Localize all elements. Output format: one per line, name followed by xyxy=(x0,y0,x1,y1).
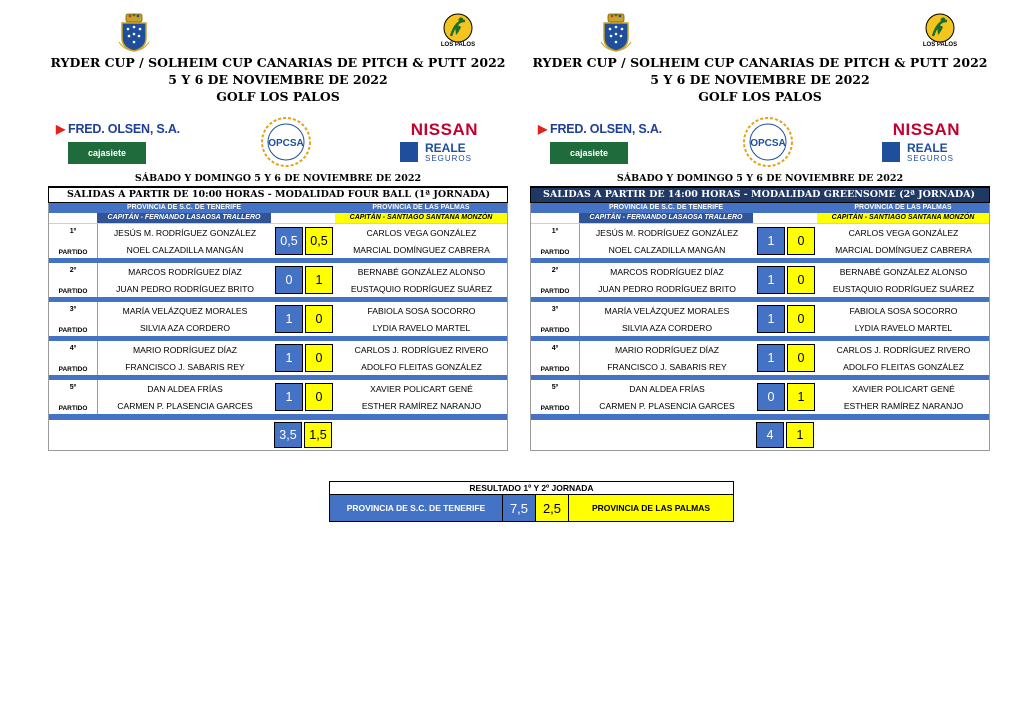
match-label xyxy=(531,341,580,375)
round-1-panel xyxy=(48,8,508,451)
home-score: 0,5 xyxy=(275,227,303,255)
match-score xyxy=(754,302,818,336)
home-score: 0 xyxy=(275,266,303,294)
panel-header xyxy=(530,8,990,120)
away-player: CARLOS J. RODRÍGUEZ RIVERO xyxy=(836,344,971,355)
reale-name: REALE xyxy=(424,141,466,155)
home-player: JESÚS M. RODRÍGUEZ GONZÁLEZ xyxy=(113,227,257,238)
match-word: PARTIDO xyxy=(58,405,88,412)
match-label xyxy=(49,380,98,414)
away-score: 0,5 xyxy=(305,227,333,255)
away-pair xyxy=(336,380,507,414)
match-row xyxy=(531,297,989,336)
club-name: LOS PALOS xyxy=(922,42,958,48)
match-row xyxy=(49,336,507,375)
home-pair xyxy=(580,380,754,414)
matches-list xyxy=(49,223,507,414)
match-word: PARTIDO xyxy=(540,405,570,412)
home-player: NOEL CALZADILLA MANGÁN xyxy=(126,244,244,255)
away-player: FABIOLA SOSA SOCORRO xyxy=(849,305,958,316)
away-pair xyxy=(336,341,507,375)
province-header-row xyxy=(531,203,989,213)
match-label xyxy=(531,224,580,258)
home-player: JUAN PEDRO RODRÍGUEZ BRITO xyxy=(598,283,736,294)
matches-list xyxy=(531,223,989,414)
coat-of-arms-icon xyxy=(116,12,152,52)
round-heading: SALIDAS A PARTIR DE 10:00 HORAS - MODALIDAD FOUR BALL (1ª JORNADA) xyxy=(48,186,508,203)
match-score xyxy=(754,341,818,375)
match-grid xyxy=(530,203,990,451)
home-score: 1 xyxy=(275,344,303,372)
match-number: 4º xyxy=(551,345,559,352)
match-row xyxy=(531,336,989,375)
match-row xyxy=(531,375,989,414)
home-pair xyxy=(580,263,754,297)
away-province-label: PROVINCIA DE LAS PALMAS xyxy=(817,203,989,213)
nissan-logo: NISSAN xyxy=(410,120,478,139)
away-score: 0 xyxy=(305,344,333,372)
away-pair xyxy=(818,224,989,258)
match-word: PARTIDO xyxy=(540,288,570,295)
home-player: FRANCISCO J. SABARIS REY xyxy=(125,361,245,372)
home-score: 1 xyxy=(275,383,303,411)
club-name: LOS PALOS xyxy=(440,42,476,48)
total-home: 3,5 xyxy=(274,422,302,448)
total-home: 4 xyxy=(756,422,784,448)
away-player: LYDIA RAVELO MARTEL xyxy=(854,322,953,333)
match-score xyxy=(754,380,818,414)
total-score xyxy=(271,420,335,450)
match-word: PARTIDO xyxy=(58,288,88,295)
away-pair xyxy=(818,341,989,375)
match-score xyxy=(754,224,818,258)
panel-header xyxy=(48,8,508,120)
home-province-label: PROVINCIA DE S.C. DE TENERIFE xyxy=(97,203,271,213)
away-player: MARCIAL DOMÍNGUEZ CABRERA xyxy=(353,244,490,255)
away-player: ESTHER RAMÍREZ NARANJO xyxy=(361,400,482,411)
match-number: 2º xyxy=(551,267,559,274)
home-pair xyxy=(98,263,272,297)
fred-olsen-logo xyxy=(538,122,662,136)
home-player: MARCOS RODRÍGUEZ DÍAZ xyxy=(128,266,242,277)
home-pair xyxy=(580,224,754,258)
reale-sub: SEGUROS xyxy=(424,154,472,163)
opcsa-text: OPCSA xyxy=(268,138,304,149)
home-pair xyxy=(98,341,272,375)
match-number: 3º xyxy=(69,306,77,313)
away-province-label: PROVINCIA DE LAS PALMAS xyxy=(335,203,507,213)
home-captain: CAPITÁN - FERNANDO LASAOSA TRALLERO xyxy=(579,213,753,223)
final-result-row xyxy=(330,495,733,521)
sponsors-row xyxy=(530,120,990,172)
away-player: XAVIER POLICART GENÉ xyxy=(852,383,955,394)
final-home-team: PROVINCIA DE S.C. DE TENERIFE xyxy=(330,495,502,521)
away-score: 0 xyxy=(305,305,333,333)
match-label xyxy=(49,224,98,258)
home-player: MARCOS RODRÍGUEZ DÍAZ xyxy=(610,266,724,277)
sponsors-row xyxy=(48,120,508,172)
match-row xyxy=(531,223,989,258)
match-number: 2º xyxy=(69,267,77,274)
fred-olsen-text: FRED. OLSEN, S.A. xyxy=(68,122,180,136)
away-player: ADOLFO FLEITAS GONZÁLEZ xyxy=(361,361,482,372)
home-pair xyxy=(98,224,272,258)
away-pair xyxy=(336,263,507,297)
reale-icon xyxy=(882,142,900,162)
event-titles xyxy=(48,54,508,105)
home-score: 0 xyxy=(757,383,785,411)
match-label xyxy=(49,263,98,297)
away-score: 1 xyxy=(787,383,815,411)
away-player: CARLOS J. RODRÍGUEZ RIVERO xyxy=(354,344,489,355)
match-score xyxy=(754,263,818,297)
final-result xyxy=(329,481,734,522)
home-score: 1 xyxy=(757,227,785,255)
total-away: 1,5 xyxy=(304,422,332,448)
match-row xyxy=(49,223,507,258)
final-away-score: 2,5 xyxy=(535,495,568,521)
home-score: 1 xyxy=(757,305,785,333)
match-word: PARTIDO xyxy=(540,327,570,334)
away-score: 0 xyxy=(787,344,815,372)
match-score xyxy=(272,380,336,414)
home-pair xyxy=(98,302,272,336)
los-palos-logo xyxy=(436,12,480,48)
away-pair xyxy=(336,224,507,258)
match-score xyxy=(272,302,336,336)
home-player: CARMEN P. PLASENCIA GARCES xyxy=(599,400,735,411)
match-number: 5º xyxy=(69,384,77,391)
fred-olsen-icon: ▶ xyxy=(56,122,66,136)
match-word: PARTIDO xyxy=(58,366,88,373)
reale-name: REALE xyxy=(906,141,948,155)
away-captain: CAPITÁN - SANTIAGO SANTANA MONZÓN xyxy=(817,213,989,223)
match-row xyxy=(531,258,989,297)
away-score: 1 xyxy=(305,266,333,294)
home-pair xyxy=(580,341,754,375)
captain-row xyxy=(49,213,507,223)
away-player: BERNABÉ GONZÁLEZ ALONSO xyxy=(357,266,486,277)
match-word: PARTIDO xyxy=(540,366,570,373)
home-province-label: PROVINCIA DE S.C. DE TENERIFE xyxy=(579,203,753,213)
home-player: FRANCISCO J. SABARIS REY xyxy=(607,361,727,372)
match-word: PARTIDO xyxy=(540,249,570,256)
away-player: BERNABÉ GONZÁLEZ ALONSO xyxy=(839,266,968,277)
opcsa-logo xyxy=(260,116,312,168)
match-row xyxy=(49,375,507,414)
fred-olsen-icon: ▶ xyxy=(538,122,548,136)
away-score: 0 xyxy=(787,305,815,333)
match-score xyxy=(272,263,336,297)
match-number: 4º xyxy=(69,345,77,352)
home-player: MARÍA VELÁZQUEZ MORALES xyxy=(604,305,730,316)
date-line: SÁBADO Y DOMINGO 5 Y 6 DE NOVIEMBRE DE 2022 xyxy=(616,173,904,184)
match-word: PARTIDO xyxy=(58,249,88,256)
fred-olsen-logo xyxy=(56,122,180,136)
event-venue: GOLF LOS PALOS xyxy=(698,89,822,104)
home-pair xyxy=(98,380,272,414)
reale-icon xyxy=(400,142,418,162)
away-player: EUSTAQUIO RODRÍGUEZ SUÁREZ xyxy=(350,283,493,294)
match-number: 3º xyxy=(551,306,559,313)
match-label xyxy=(49,341,98,375)
final-home-score: 7,5 xyxy=(502,495,535,521)
away-pair xyxy=(818,380,989,414)
event-titles xyxy=(530,54,990,105)
totals-row xyxy=(49,414,507,450)
fred-olsen-text: FRED. OLSEN, S.A. xyxy=(550,122,662,136)
home-player: DAN ALDEA FRÍAS xyxy=(629,383,705,394)
cajasiete-logo: cajasiete xyxy=(550,142,628,164)
match-number: 1º xyxy=(551,228,559,235)
match-label xyxy=(531,302,580,336)
home-player: SILVIA AZA CORDERO xyxy=(139,322,231,333)
away-score: 0 xyxy=(787,227,815,255)
away-player: MARCIAL DOMÍNGUEZ CABRERA xyxy=(835,244,972,255)
event-venue: GOLF LOS PALOS xyxy=(216,89,340,104)
date-line: SÁBADO Y DOMINGO 5 Y 6 DE NOVIEMBRE DE 2022 xyxy=(134,173,422,184)
final-away-team: PROVINCIA DE LAS PALMAS xyxy=(568,495,733,521)
match-word: PARTIDO xyxy=(58,327,88,334)
home-player: MARÍA VELÁZQUEZ MORALES xyxy=(122,305,248,316)
event-dates: 5 Y 6 DE NOVIEMBRE DE 2022 xyxy=(650,72,870,87)
away-pair xyxy=(818,302,989,336)
reale-logo xyxy=(882,142,954,164)
home-score: 1 xyxy=(757,266,785,294)
away-score: 0 xyxy=(787,266,815,294)
round-heading: SALIDAS A PARTIR DE 14:00 HORAS - MODALIDAD GREENSOME (2ª JORNADA) xyxy=(530,186,990,203)
home-player: JESÚS M. RODRÍGUEZ GONZÁLEZ xyxy=(595,227,739,238)
event-dates: 5 Y 6 DE NOVIEMBRE DE 2022 xyxy=(168,72,388,87)
away-player: FABIOLA SOSA SOCORRO xyxy=(367,305,476,316)
event-title: RYDER CUP / SOLHEIM CUP CANARIAS DE PITCH & PUTT 2022 xyxy=(532,55,988,70)
reale-sub: SEGUROS xyxy=(906,154,954,163)
match-label xyxy=(49,302,98,336)
away-player: LYDIA RAVELO MARTEL xyxy=(372,322,471,333)
total-away: 1 xyxy=(786,422,814,448)
round-2-panel xyxy=(530,8,990,451)
match-label xyxy=(531,263,580,297)
match-row xyxy=(49,258,507,297)
match-grid xyxy=(48,203,508,451)
away-captain: CAPITÁN - SANTIAGO SANTANA MONZÓN xyxy=(335,213,507,223)
match-number: 1º xyxy=(69,228,77,235)
away-pair xyxy=(336,302,507,336)
home-player: DAN ALDEA FRÍAS xyxy=(147,383,223,394)
nissan-logo: NISSAN xyxy=(892,120,960,139)
away-pair xyxy=(818,263,989,297)
total-score xyxy=(753,420,817,450)
home-player: NOEL CALZADILLA MANGÁN xyxy=(608,244,726,255)
home-player: CARMEN P. PLASENCIA GARCES xyxy=(117,400,253,411)
final-result-title: RESULTADO 1º Y 2º JORNADA xyxy=(330,482,733,495)
home-score: 1 xyxy=(275,305,303,333)
match-score xyxy=(272,224,336,258)
opcsa-logo xyxy=(742,116,794,168)
away-player: EUSTAQUIO RODRÍGUEZ SUÁREZ xyxy=(832,283,975,294)
home-score: 1 xyxy=(757,344,785,372)
los-palos-logo xyxy=(918,12,962,48)
match-row xyxy=(49,297,507,336)
los-palos-golfer-icon xyxy=(924,12,956,44)
reale-logo xyxy=(400,142,472,164)
coat-of-arms-icon xyxy=(598,12,634,52)
event-title: RYDER CUP / SOLHEIM CUP CANARIAS DE PITCH & PUTT 2022 xyxy=(50,55,506,70)
province-header-row xyxy=(49,203,507,213)
match-score xyxy=(272,341,336,375)
away-player: ESTHER RAMÍREZ NARANJO xyxy=(843,400,964,411)
away-score: 0 xyxy=(305,383,333,411)
home-player: MARIO RODRÍGUEZ DÍAZ xyxy=(132,344,238,355)
totals-row xyxy=(531,414,989,450)
home-player: SILVIA AZA CORDERO xyxy=(621,322,713,333)
captain-row xyxy=(531,213,989,223)
match-number: 5º xyxy=(551,384,559,391)
home-player: MARIO RODRÍGUEZ DÍAZ xyxy=(614,344,720,355)
cajasiete-logo: cajasiete xyxy=(68,142,146,164)
home-captain: CAPITÁN - FERNANDO LASAOSA TRALLERO xyxy=(97,213,271,223)
home-player: JUAN PEDRO RODRÍGUEZ BRITO xyxy=(116,283,254,294)
away-player: XAVIER POLICART GENÉ xyxy=(370,383,473,394)
home-pair xyxy=(580,302,754,336)
los-palos-golfer-icon xyxy=(442,12,474,44)
away-player: CARLOS VEGA GONZÁLEZ xyxy=(848,227,959,238)
opcsa-text: OPCSA xyxy=(750,138,786,149)
away-player: ADOLFO FLEITAS GONZÁLEZ xyxy=(843,361,964,372)
match-label xyxy=(531,380,580,414)
away-player: CARLOS VEGA GONZÁLEZ xyxy=(366,227,477,238)
